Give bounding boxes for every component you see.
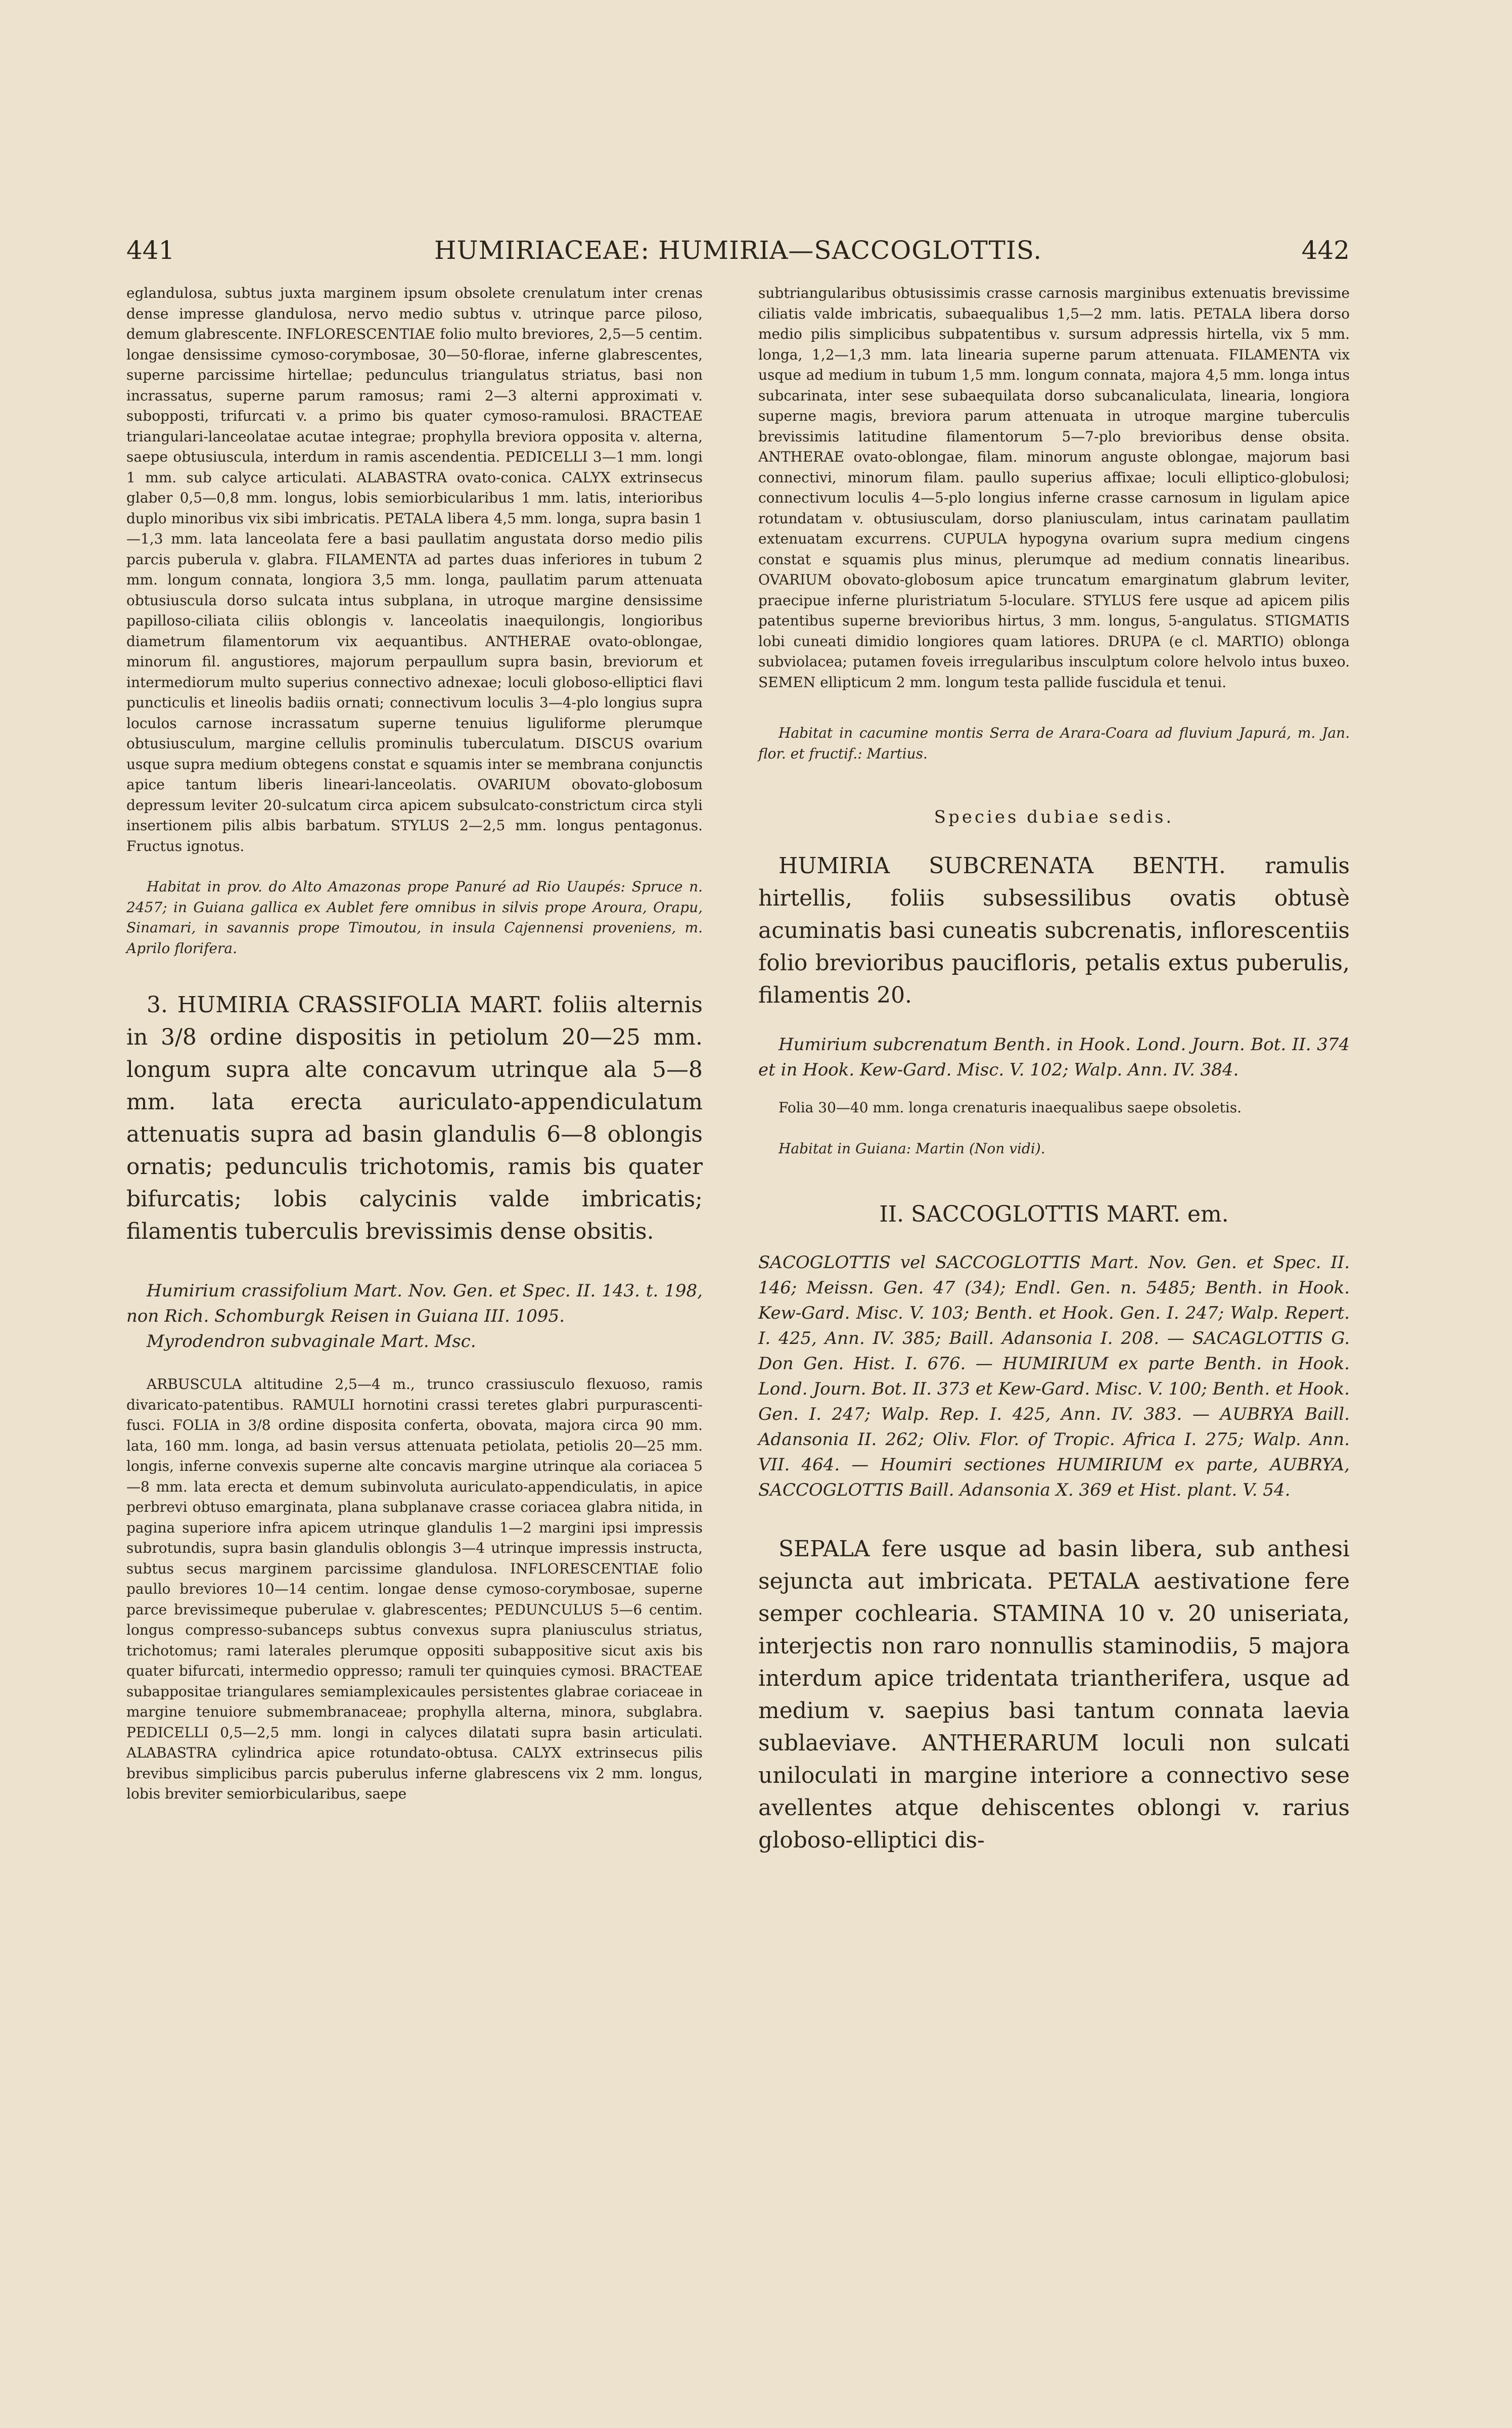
habitat-note: Habitat in cacumine montis Serra de Arara-Coara ad fluvium Japurá, m. Jan. flor. et fructif.: Martius. <box>758 725 1350 762</box>
description-paragraph: Folia 30—40 mm. longa crenaturis inaequalibus saepe obsoletis. <box>778 1099 1242 1116</box>
habitat-note: Habitat in prov. do Alto Amazonas prope Panuré ad Rio Uaupés: Spruce n. 2457; in Guiana gallica ex Aublet fere omnibus in silvis prope Aroura, Orapu, Sinamari, in savannis prope Timoutou, in insula Cajennensi proveniens, m. Aprilo florifera. <box>126 878 703 957</box>
species-diagnosis: HUMIRIA SUBCRENATA BENTH. ramulis hirtellis, foliis subsessilibus ovatis obtusè acuminatis basi cuneatis subcrenatis, inflorescentiis folio brevioribus paucifloris, petalis extus puberulis, filamentis 20. <box>758 853 1350 1008</box>
running-title: HUMIRIACEAE: HUMIRIA—SACCOGLOTTIS. <box>434 236 1042 265</box>
section-heading: Species dubiae sedis. <box>934 807 1174 827</box>
description-paragraph: eglandulosa, subtus juxta marginem ipsum obsolete crenulatum inter crenas dense impresse glandulosa, nervo medio subtus v. utrinque parce piloso, demum glabrescente. INFLORESCENTIAE folio multo breviores, 2,5—5 centim. longae densissime cymoso-corymbosae, 30—50-florae, inferne glabrescentes, superne parcissime hirtellae; pedunculus triangulatus striatus, basi non incrassatus, superne parum ramosus; rami 2—3 alterni approximati v. subopposti, trifurcati v. a primo bis quater cymoso-ramulosi. BRACTEAE triangulari-lanceolatae acutae integrae; prophylla breviora opposita v. alterna, saepe obtusiuscula, interdum in ramis ascendentia. PEDICELLI 3—1 mm. longi 1 mm. sub calyce articulati. ALABASTRA ovato-conica. CALYX extrinsecus glaber 0,5—0,8 mm. longus, lobis semiorbicularibus 1 mm. latis, interioribus duplo minoribus vix sibi imbricatis. PETALA libera 4,5 mm. longa, supra basin 1—1,3 mm. lata lanceolata fere a basi paullatim angustata dorso medio pilis parcis puberula v. glabra. FILAMENTA ad partes duas inferiores in tubum 2 mm. longum connata, longiora 3,5 mm. longa, paullatim parum attenuata obtusiuscula dorso sulcata intus subplana, in utroque margine densissime papilloso-ciliata ciliis oblongis v. lanceolatis inaequilongis, longioribus diametrum filamentorum vix aequantibus. ANTHERAE ovato-oblongae, minorum fil. angustiores, majorum perpaullum supra basin, breviorum et intermediorum multo superius connectivo adnexae; loculi globoso-elliptici flavi puncticulis et lineolis badiis ornati; connectivum loculis 3—4-plo longius supra loculos carnose incrassatum superne tenuius liguliforme plerumque obtusiusculum, margine cellulis prominulis tuberculatum. DISCUS ovarium usque supra medium obtegens constat e squamis inter se membrana conjunctis apice tantum liberis lineari-lanceolatis. OVARIUM obovato-globosum depressum leviter 20-sulcatum circa apicem subsulcato-constrictum circa styli insertionem pilis albis barbatum. STYLUS 2—2,5 mm. longus pentagonus. Fructus ignotus. <box>126 285 703 855</box>
habitat-note: Habitat in Guiana: Martin (Non vidi). <box>778 1140 1045 1157</box>
description-paragraph: subtriangularibus obtusissimis crasse carnosis marginibus extenuatis brevissime ciliatis valde imbricatis, subaequalibus 1,5—2 mm. latis. PETALA libera dorso medio pilis simplicibus subpatentibus v. sursum adpressis hirtella, vix 5 mm. longa, 1,2—1,3 mm. lata linearia superne parum attenuata. FILAMENTA vix usque ad medium in tubum 1,5 mm. longum connata, majora 4,5 mm. longa intus subcarinata, inter sese subaequilata dorso subcanaliculata, linearia, longiora superne magis, breviora parum attenuata in utroque margine tuberculis brevissimis latitudine filamentorum 5—7-plo brevioribus dense obsita. ANTHERAE ovato-oblongae, filam. minorum anguste oblongae, majorum basi connectivi, minorum filam. paullo superius affixae; loculi elliptico-globulosi; connectivum loculis 4—5-plo longius inferne crasse carnosum in ligulam apice rotundatam v. obtusiusculam, dorso planiusculam, intus carinatam paullatim extenuatam excurrens. CUPULA hypogyna ovarium supra medium cingens constat e squamis plus minus, plerumque ad medium connatis linearibus. OVARIUM obovato-globosum apice truncatum emarginatum glabrum leviter, praecipue inferne pluristriatum 5-loculare. STYLUS fere usque ad apicem pilis patentibus superne brevioribus hirtus, 3 mm. longus, 5-angulatus. STIGMATIS lobi cuneati dimidio longiores quam latiores. DRUPA (e cl. MARTIO) oblonga subviolacea; putamen foveis irregularibus insculptum colore helvolo intus buxeo. SEMEN ellipticum 2 mm. longum testa pallide fuscidula et tenui. <box>758 285 1350 691</box>
page-number-right: 442 <box>1301 236 1350 265</box>
synonymy: Myrodendron subvaginale Mart. Msc. <box>147 1331 476 1352</box>
page-header <box>126 230 1350 271</box>
page-number-left: 441 <box>126 236 175 265</box>
synonymy: Humirium crassifolium Mart. Nov. Gen. et Spec. II. 143. t. 198, non Rich. Schomburgk Reisen in Guiana III. 1095. <box>126 1281 703 1326</box>
right-column <box>758 283 1350 1857</box>
genus-heading: II. SACCOGLOTTIS MART. em. <box>879 1201 1229 1227</box>
left-column <box>126 283 703 1805</box>
genus-description: SEPALA fere usque ad basin libera, sub anthesi sejuncta aut imbricata. PETALA aestivatione fere semper cochlearia. STAMINA 10 v. 20 uniseriata, interjectis non raro nonnullis staminodiis, 5 majora interdum apice tridentata triantherifera, usque ad medium v. saepius basi tantum connata laevia sublaeviave. ANTHERARUM loculi non sulcati uniloculati in margine interiore a connectivo sese avellentes atque dehiscentes oblongi v. rarius globoso-elliptici dis- <box>758 1536 1350 1853</box>
species-diagnosis: 3. HUMIRIA CRASSIFOLIA MART. foliis alternis in 3/8 ordine dispositis in petiolum 20—25 mm. longum supra alte concavum utrinque ala 5—8 mm. lata erecta auriculato-appendiculatum attenuatis supra ad basin glandulis 6—8 oblongis ornatis; pedunculis trichotomis, ramis bis quater bifurcatis; lobis calycinis valde imbricatis; filamentis tuberculis brevissimis dense obsitis. <box>126 992 703 1244</box>
synonymy: SACOGLOTTIS vel SACCOGLOTTIS Mart. Nov. Gen. et Spec. II. 146; Meissn. Gen. 47 (34); Endl. Gen. n. 5485; Benth. in Hook. Kew-Gard. Misc. V. 103; Benth. et Hook. Gen. I. 247; Walp. Repert. I. 425, Ann. IV. 385; Baill. Adansonia I. 208. — SACAGLOTTIS G. Don Gen. Hist. I. 676. — HUMIRIUM ex parte Benth. in Hook. Lond. Journ. Bot. II. 373 et Kew-Gard. Misc. V. 100; Benth. et Hook. Gen. I. 247; Walp. Rep. I. 425, Ann. IV. 383. — AUBRYA Baill. Adansonia II. 262; Oliv. Flor. of Tropic. Africa I. 275; Walp. Ann. VII. 464. — Houmiri sectiones HUMIRIUM ex parte, AUBRYA, SACCOGLOTTIS Baill. Adansonia X. 369 et Hist. plant. V. 54. <box>758 1252 1350 1500</box>
synonymy: Humirium subcrenatum Benth. in Hook. Lond. Journ. Bot. II. 374 et in Hook. Kew-Gard. Misc. V. 102; Walp. Ann. IV. 384. <box>758 1035 1350 1080</box>
description-paragraph: ARBUSCULA altitudine 2,5—4 m., trunco crassiusculo flexuoso, ramis divaricato-patentibus. RAMULI hornotini crassi teretes glabri purpurascenti-fusci. FOLIA in 3/8 ordine disposita conferta, obovata, majora circa 90 mm. lata, 160 mm. longa, ad basin versus attenuata petiolata, petiolis 20—25 mm. longis, inferne convexis superne alte concavis margine utrinque ala coriacea 5—8 mm. lata erecta et demum subinvoluta auriculato-appendiculatis, in apice perbrevi obtuso emarginata, plana subplanave crasse coriacea glabra nitida, in pagina superiore infra apicem utrinque glandulis 1—2 margini ipsi impressis subrotundis, supra basin glandulis oblongis 3—4 utrinque impressis instructa, subtus secus marginem parcissime glandulosa. INFLORESCENTIAE folio paullo breviores 10—14 centim. longae dense cymoso-corymbosae, superne parce brevissimeque puberulae v. glabrescentes; PEDUNCULUS 5—6 centim. longus compresso-subanceps subtus convexus supra planiusculus striatus, trichotomus; rami laterales plerumque oppositi subappositive sicut axis bis quater bifurcati, intermedio oppresso; ramuli ter quinquies cymosi. BRACTEAE subappositae triangulares semiamplexicaules persistentes glabrae coriaceae in margine tenuiore submembranaceae; prophylla alterna, minora, subglabra. PEDICELLI 0,5—2,5 mm. longi in calyces dilatati supra basin articulati. ALABASTRA cylindrica apice rotundato-obtusa. CALYX extrinsecus pilis brevibus simplicibus parcis puberulus inferne glabrescens vix 2 mm. longus, lobis breviter semiorbicularibus, saepe <box>126 1376 703 1802</box>
